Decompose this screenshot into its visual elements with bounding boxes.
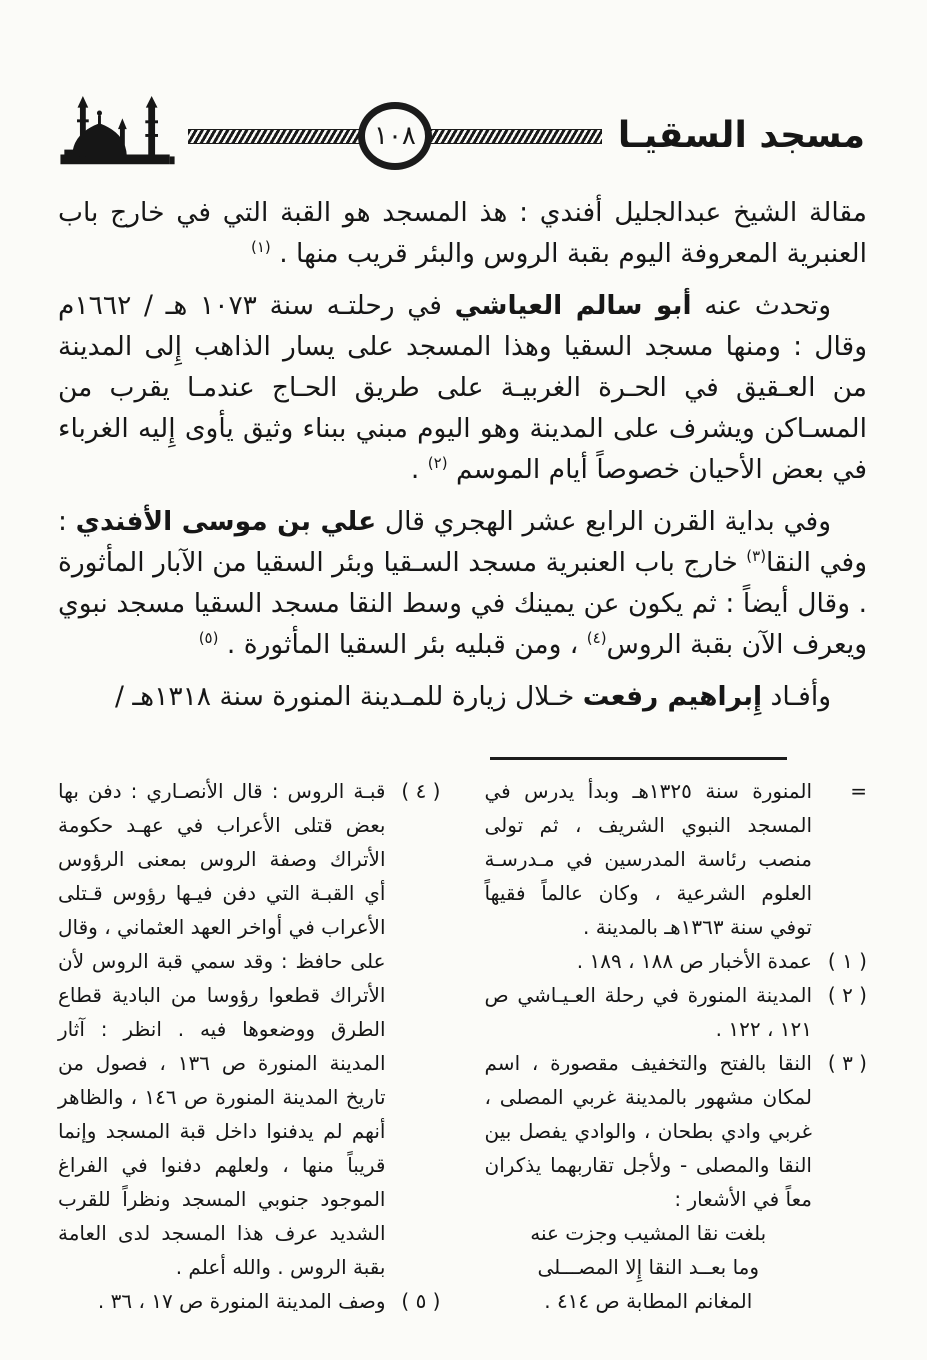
person-name: إِبراهيم رفعت [582,681,763,712]
footnote-text [485,944,813,978]
footnote-marker: ( ٢ ) [827,983,867,1007]
footnote-marker: ( ١ ) [827,949,867,973]
footnote-item [485,1046,868,1318]
page-number-badge [358,102,432,170]
text-run: . [410,454,428,485]
footnote-marker: ( ٥ ) [401,1289,441,1313]
footnote-line: المنورة سنة ١٣٢٥هـ وبدأ يدرس في المسجد النبوي الشريف ، ثم تولى منصب رئاسة المدرسين في مـدرسـة العلوم الشرعية ، وكان عالماً فقيهاً توفي سنة ١٣٦٣هـ بالمدينة . [484,779,813,939]
footnote-line: قبـة الروس : قال الأنصـاري : دفن بها بعض قتلى الأعراب في عهـد حكومة الأتراك وصفة الروس بمعنى الرؤوس أي القبـة التي دفن فيـها رؤوس قـتلى الأعراب في أواخر العهد العثماني ، وقال على حافظ : وقد سمي قبة الروس لأن الأتراك قطعوا رؤوسا من البادية قطاع الطرق ووضعوها فيه . انظر : آثار المدينة المنورة ص ١٣٦ ، فصول من تاريخ المدينة المنورة ص ١٤٦ ، والظاهر أنهم لم يدفنوا داخل قبة المسجد وإنما قريباً منها ، ولعلهم دفنوا في الفراغ الموجود جنوبي المسجد ونظراً للقرب الشديد عرف هذا المسجد لدى العامة بقبة الروس . والله أعلم . [58,779,386,1279]
poem-line: وما بعــد النقا إِلا المصـــلى [537,1255,760,1279]
footnote-line: المدينة المنورة في رحلة العـيـاشي ص ١٢١ ، ١٢٢ . [484,983,812,1041]
paragraph [58,285,867,490]
text-run: وتحدث عنه [691,290,832,321]
text-run: : وفي النقا [58,506,868,578]
footnote-item [485,978,868,1046]
footnote-text [485,1046,813,1318]
footnote-ref: (١) [250,238,271,257]
footnote-line: وصف المدينة المنورة ص ١٧ ، ٣٦ . [97,1289,386,1313]
text-run: خـلال زيارة للمـدينة المنورة سنة ١٣١٨هـ / [115,681,583,712]
footnote-line: عمدة الأخبار ص ١٨٨ ، ١٨٩ . [576,949,812,973]
body-text [58,192,867,717]
text-run: مقالة الشيخ عبدالجليل أفندي : هذ المسجد هو القبة التي في خارج باب العنبرية المعروفة اليوم بقبة الروس والبئر قريب منها . [58,197,867,269]
page-header [58,92,867,180]
person-name: علي بن موسى الأفندي [75,506,377,537]
poem-line: بلغت نقا المشيب وجزت عنه [530,1221,767,1245]
footnote-item [58,774,441,1284]
footnote-line: النقا بالفتح والتخفيف مقصورة ، اسم لمكان مشهور بالمدينة غربي المصلى ، غربي وادي بطحان ، والوادي يفصل بين النقا والمصلى - ولأجل تقاربهما يذكران معاً في الأشعار : [484,1051,812,1211]
footnotes-right-column [485,774,868,1318]
decorative-rule-left [188,129,361,144]
text-run: وفي بداية القرن الرابع عشر الهجري قال [376,506,832,537]
footnote-text [485,978,813,1046]
footnotes [58,774,867,1318]
text-run: ، ومن قبليه بئر السقيا المأثورة . [218,629,587,660]
footnote-text [58,1284,386,1318]
person-name: أبو سالم العياشي [454,290,692,321]
decorative-rule-right [429,129,602,144]
footnote-item [58,1284,441,1318]
poem-line: المغانم المطابة ص ٤١٤ . [544,1289,753,1313]
header-rule [188,102,602,170]
footnote-separator [490,757,787,760]
footnote-marker: ( ٤ ) [401,779,441,803]
footnote-marker: = [850,779,867,803]
footnote-item [485,774,868,944]
page-title: مسجد السقيـا [617,115,865,157]
paragraph [58,676,867,717]
paragraph [58,192,867,274]
footnote-ref: (٥) [198,629,219,648]
footnote-ref: (٣) [746,547,767,566]
text-run: في رحلتـه سنة ١٠٧٣ هـ / ١٦٦٢م وقال : ومنها مسجد السقيا وهذا المسجد على يسار الذاهب إِلى المدينة من العـقيق في الحـرة الغربيـة على طريق الحـاج عندمـا يقرب من المسـاكن ويشرف على المدينة وهو اليوم مبني ببناء وثيق يأوى إِليه الغرباء في بعض الأحيان خصوصاً أيام الموسم [58,290,867,485]
footnote-item [485,944,868,978]
footnote-text [485,774,813,944]
footnote-text [58,774,386,1284]
mosque-icon [58,94,178,174]
text-run: خارج باب العنبرية مسجد السـقيا وبئر السقيا من الآبار المأثورة . وقال أيضاً : ثم يكون عن يمينك في وسط النقا مسجد السقيا مسجد نبوي ويعرف الآن بقبة الروس [58,547,867,660]
footnote-ref: (٢) [427,454,448,473]
text-run: وأفـاد [762,681,831,712]
footnote-marker: ( ٣ ) [827,1051,867,1075]
footnotes-left-column [58,774,441,1318]
paragraph [58,501,867,665]
page-number: ١٠٨ [373,121,416,151]
footnote-ref: (٤) [586,629,607,648]
